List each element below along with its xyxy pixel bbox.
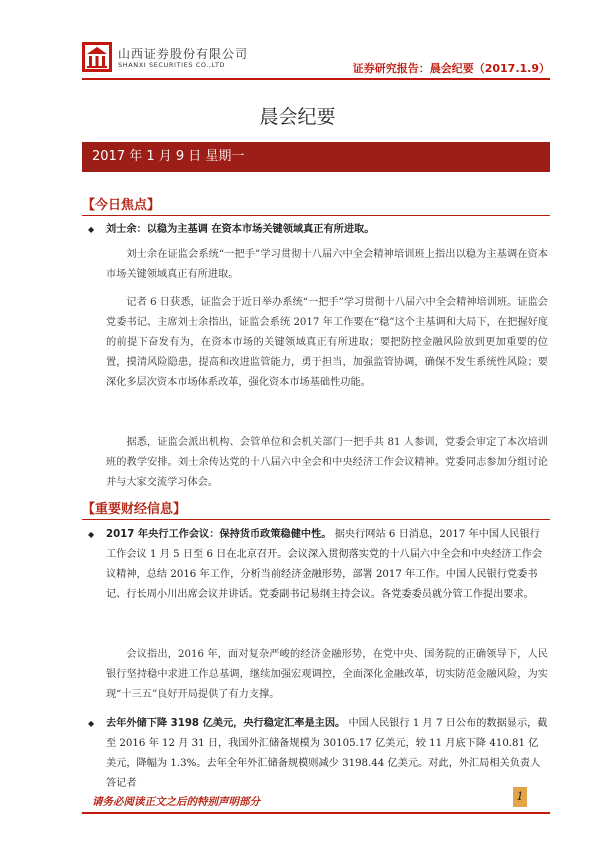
page-number: 1: [513, 787, 527, 807]
company-name-en: SHANXI SECURITIES CO.,LTD: [118, 61, 226, 69]
finance-item-2-title: 去年外储下降 3198 亿美元，央行稳定汇率是主因。: [106, 718, 346, 729]
finance-item-1: [88, 525, 548, 605]
page-title: 晨会纪要: [259, 106, 336, 128]
diamond-bullet-icon: ◆: [88, 719, 95, 728]
date-text: 2017 年 1 月 9 日 星期一: [92, 149, 245, 164]
focus-paragraph-2: 记者 6 日获悉，证监会于近日举办系统“一把手”学习贯彻十八届六中全会精神培训班。证监会党委书记、主席刘士余指出，证监会系统 2017 年工作要在“稳”这个主基调和大局下，在把握好度的前提下奋发有为，在资本市场的关键领域真正有所进取；要把防控金融风险放到更加重要的位置，摸清风险隐患，提高和改进监管能力，勇于担当，加强监管协调，确保不发生系统性风险；要深化多层次资本市场体系改革，强化资本市场基础性功能。: [106, 297, 548, 388]
finance-item-1-title: 2017 年央行工作会议：保持货币政策稳健中性。: [106, 529, 332, 540]
section-divider-focus: [82, 215, 550, 216]
finance-paragraph-1: 会议指出，2016 年，面对复杂严峻的经济金融形势，在党中央、国务院的正确领导下，人民银行坚持稳中求进工作总基调，继续加强宏观调控，全面深化金融改革，切实防范金融风险，为实现“十三五”良好开局提供了有力支撑。: [106, 649, 548, 700]
section-title-finance: 【重要财经信息】: [82, 502, 187, 517]
section-title-focus: 【今日焦点】: [82, 198, 161, 213]
date-bar: [82, 142, 550, 172]
focus-paragraph-1: 刘士余在证监会系统“一把手”学习贯彻十八届六中全会精神培训班上指出以稳为主基调在资本市场关键领域真正有所进取。: [106, 249, 548, 280]
focus-item-1-title: 刘士余：以稳为主基调 在资本市场关键领域真正有所进取。: [106, 224, 375, 235]
finance-item-2-text: 中国人民银行 1 月 7 日公布的数据显示，截至 2016 年 12 月 31 日，我国外汇储备规模为 30105.17 亿美元，较 11 月底下降 410.81 亿美元，降幅为 1.3%。去年全年外汇储备规模则减少 3198.44 亿美元。对此，外汇局相关负责人答记者: [106, 718, 548, 789]
footer-divider: [82, 812, 550, 814]
focus-paragraph-3: 据悉，证监会派出机构、会管单位和会机关部门一把手共 81 人参训，党委会审定了本次培训班的教学安排。刘士余传达党的十八届六中全会和中央经济工作会议精神。党委同志参加分组讨论并与大家交流学习体会。: [106, 437, 548, 488]
page-header: [82, 42, 550, 78]
footer-disclaimer: 请务必阅读正文之后的特别声明部分: [92, 796, 260, 808]
finance-item-1-text: 据央行网站 6 日消息，2017 年中国人民银行工作会议 1 月 5 日至 6 日在北京召开。会议深入贯彻落实党的十八届六中全会和中央经济工作会议精神，总结 2016 年工作，分析当前经济金融形势，部署 2017 年工作。中国人民银行党委书记、行长周小川出席会议并讲话。党委副书记易纲主持会议。各党委委员就分管工作提出要求。: [106, 529, 543, 600]
diamond-bullet-icon: ◆: [88, 530, 95, 539]
company-name-cn: 山西证券股份有限公司: [118, 47, 249, 61]
section-divider-finance: [82, 519, 550, 520]
header-divider: [82, 78, 550, 80]
diamond-bullet-icon: ◆: [88, 225, 95, 234]
company-logo-icon: [82, 42, 112, 72]
finance-item-2: [88, 714, 548, 794]
report-title: 证券研究报告：晨会纪要（2017.1.9）: [352, 62, 550, 75]
focus-item-1: [88, 220, 548, 240]
